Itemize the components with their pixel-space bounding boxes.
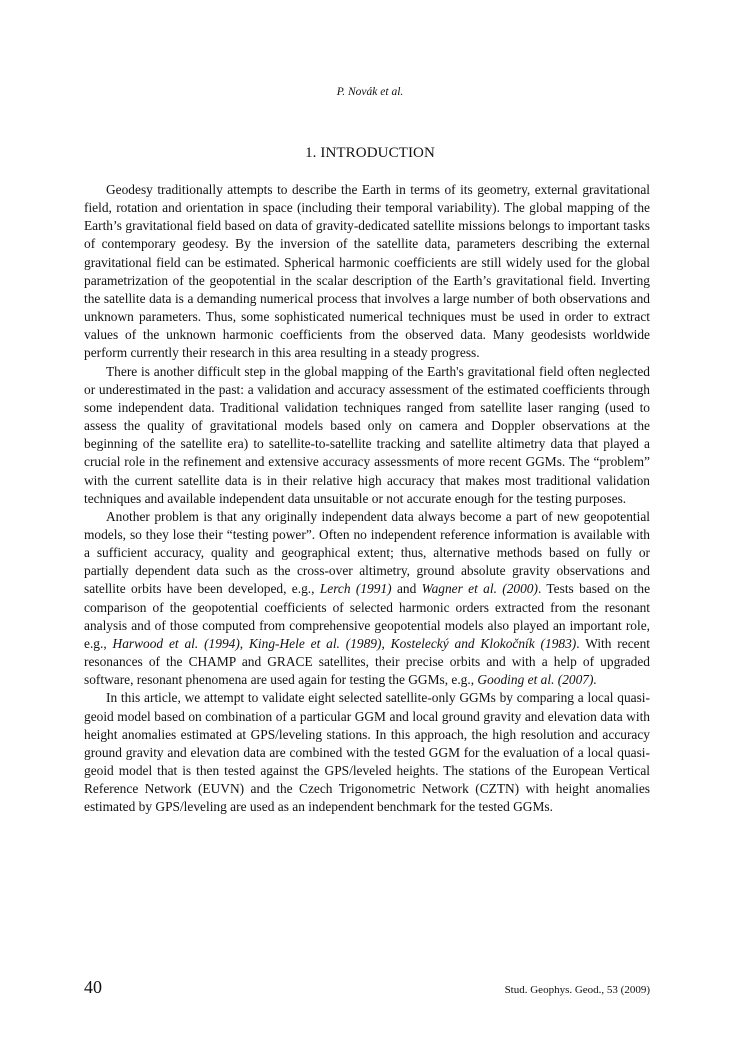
text-run: . With recent resonances of the CHAMP and GRACE satellites, their precise orbits and with a help of upgraded software, resonant phenomena are used again for testing the GGMs, e.g., xyxy=(84,635,651,688)
citation-kostelecky-1983: Kostelecký and Klokočník (1983) xyxy=(390,635,577,651)
citation-wagner-2000: Wagner et al. (2000) xyxy=(421,581,538,597)
citation-gooding-2007: Gooding et al. (2007). xyxy=(477,672,597,688)
text-run: . Tests based on the comparison of the geopotential coefficients of selected harmonic orders extracted from the resonant analysis and of those computed from comprehensive geopotential models also played an important role, e.g., xyxy=(84,581,651,651)
paragraph-1 xyxy=(84,181,650,363)
citation-lerch-1991: Lerch (1991) xyxy=(319,581,392,597)
journal-citation: Stud. Geophys. Geod., 53 (2009) xyxy=(504,984,650,996)
page-number: 40 xyxy=(84,977,102,997)
paragraph-3 xyxy=(84,508,650,690)
paragraph-2 xyxy=(84,363,650,508)
citation-harwood-1994: Harwood et al. (1994) xyxy=(112,635,240,651)
running-head-authors: P. Novák et al. xyxy=(336,86,404,98)
text-run: , xyxy=(239,635,249,651)
text-run: In this article, we attempt to validate eight selected satellite-only GGMs by comparing a local quasi-geoid model based on combination of a particular GGM and local ground gravity and elevation data with height anomalies estimated at GPS/leveling stations. In this approach, the high resolution and accuracy ground gravity and elevation data are combined with the tested GGM for the evaluation of a local quasi-geoid model that is then tested against the GPS/leveled heights. The stations of the European Vertical Reference Network (EUVN) and the Czech Trigonometric Network (CZTN) with height anomalies estimated by GPS/leveling are used as an independent benchmark for the tested GGMs. xyxy=(84,690,650,815)
section-title: 1. INTRODUCTION xyxy=(305,145,435,161)
text-run: and xyxy=(391,581,422,597)
text-run: , xyxy=(381,635,391,651)
text-run: There is another difficult step in the global mapping of the Earth's gravitational field often neglected or underestimated in the past: a validation and accuracy assessment of the estimated coefficients through some independent data. Traditional validation techniques ranged from satellite laser ranging (used to assess the quality of gravitational models based only on camera and Doppler observations at the beginning of the satellite era) to satellite-to-satellite tracking and satellite altimetry data that played a crucial role in the refinement and extensive accuracy assessments of more recent GGMs. The “problem” with the current satellite data is in their relative high accuracy that makes most traditional validation techniques and available independent data unsuitable or not accurate enough for the testing purposes. xyxy=(84,363,650,506)
text-run: Another problem is that any originally independent data always become a part of new geopotential models, so they lose their “testing power”. Often no independent reference information is available with a sufficient accuracy, quality and geographical extent; thus, alternative methods based on fully or partially dependent data such as the cross-over altimetry, ground absolute gravity observations and satellite orbits have been developed, e.g., xyxy=(84,508,650,597)
body-text xyxy=(84,181,650,816)
citation-king-hele-1989: King-Hele et al. (1989) xyxy=(249,635,382,651)
text-run: Geodesy traditionally attempts to describe the Earth in terms of its geometry, external gravitational field, rotation and orientation in space (including their temporal variability). The global mapping of the Earth’s gravitational field based on data of gravity-dedicated satellite missions belongs to important tasks of contemporary geodesy. By the inversion of the satellite data, parameters describing the external gravitational field can be estimated. Spherical harmonic coefficients are still widely used for the global parametrization of the geopotential in the scalar description of the Earth’s gravitational field. Inverting the satellite data is a demanding numerical process that involves a large number of both observations and unknown parameters. Thus, some sophisticated numerical techniques must be used in order to extract values of the unknown harmonic coefficients from the observed data. Many geodesists worldwide perform currently their research in this area resulting in a steady progress. xyxy=(84,182,650,361)
paragraph-4 xyxy=(84,689,650,816)
